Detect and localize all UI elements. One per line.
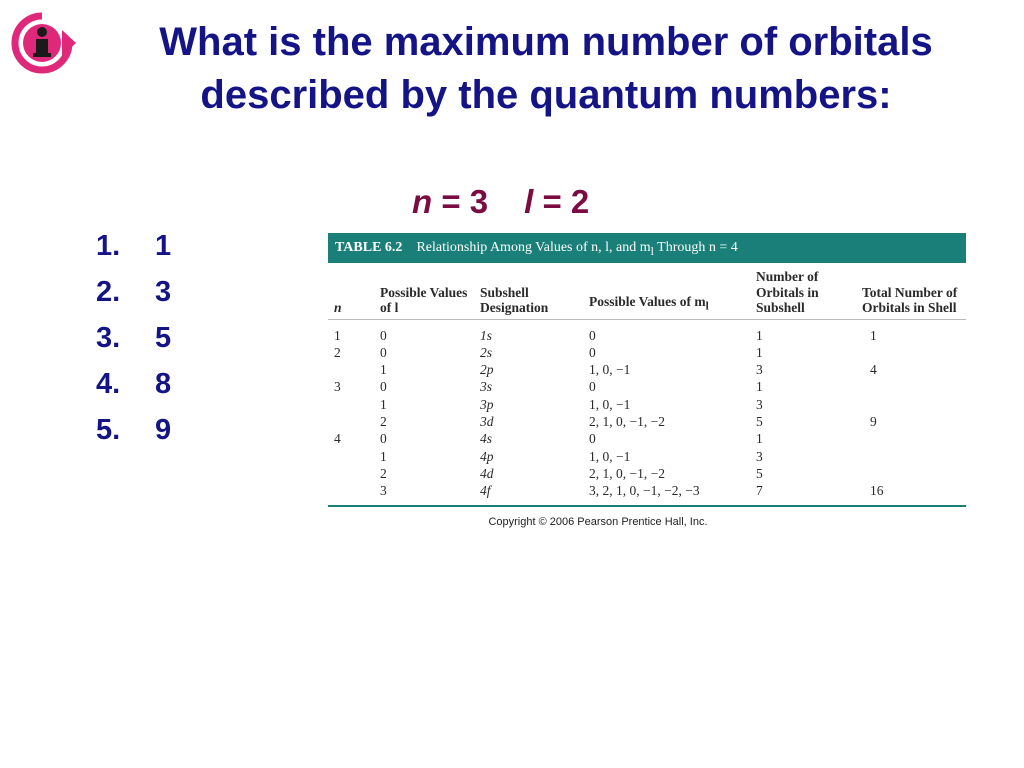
header-subshell: Subshell Designation <box>474 263 583 319</box>
n-symbol: n <box>412 183 433 220</box>
answer-option[interactable] <box>96 315 171 361</box>
quantum-numbers <box>412 180 589 224</box>
option-value: 1 <box>155 230 172 262</box>
header-n: n <box>328 263 374 319</box>
table-bottom-rule <box>328 505 966 507</box>
answer-option[interactable] <box>96 223 171 269</box>
option-value: 8 <box>155 368 172 400</box>
table-row: 2 3d 2, 1, 0, −1, −2 5 9 <box>380 413 877 429</box>
answer-option[interactable] <box>96 361 171 407</box>
header-l: Possible Values of l <box>374 263 474 319</box>
header-ml: Possible Values of $m_l$ <box>583 263 750 319</box>
option-value: 3 <box>155 276 172 308</box>
option-number: 3. <box>96 322 121 354</box>
header-total: Total Number of Orbitals in Shell <box>856 263 966 319</box>
option-number: 4. <box>96 368 121 400</box>
n-value: = 3 <box>441 183 489 220</box>
header-orbitals: Number of Orbitals in Subshell <box>750 263 856 319</box>
table-caption-band <box>328 233 966 263</box>
info-logo-icon <box>6 12 78 74</box>
table-label: TABLE 6.2 <box>335 240 403 255</box>
answer-option[interactable] <box>96 407 171 453</box>
table-row: 3 0 3s 0 1 <box>334 379 763 395</box>
answer-options <box>96 223 171 453</box>
l-symbol: l <box>524 183 534 220</box>
table-header-row <box>328 263 966 319</box>
table-row: 1 3p 1, 0, −1 3 <box>380 396 763 412</box>
table-row: 2 0 2s 0 1 <box>334 344 763 360</box>
answer-option[interactable] <box>96 269 171 315</box>
table-row: 1 0 1s 0 1 1 <box>334 327 877 343</box>
table-row: 4 0 4s 0 1 <box>334 431 763 447</box>
option-value: 5 <box>155 322 172 354</box>
table-row: 3 4f 3, 2, 1, 0, −1, −2, −3 7 16 <box>380 483 884 499</box>
slide-title: What is the maximum number of orbitals described by the quantum numbers: <box>159 20 933 117</box>
table-caption: Relationship Among Values of n, l, and $m_l$ Through n = 4 <box>416 240 738 258</box>
orbital-table <box>328 233 966 507</box>
option-number: 2. <box>96 276 121 308</box>
copyright-notice: Copyright © 2006 Pearson Prentice Hall, Inc. <box>488 516 708 528</box>
table-row: 1 4p 1, 0, −1 3 <box>380 448 763 464</box>
option-number: 5. <box>96 414 121 446</box>
table-row: 2 4d 2, 1, 0, −1, −2 5 <box>380 465 763 481</box>
table-row: 1 2p 1, 0, −1 3 4 <box>380 362 877 378</box>
option-number: 1. <box>96 230 121 262</box>
l-value: = 2 <box>542 183 590 220</box>
option-value: 9 <box>155 414 172 446</box>
